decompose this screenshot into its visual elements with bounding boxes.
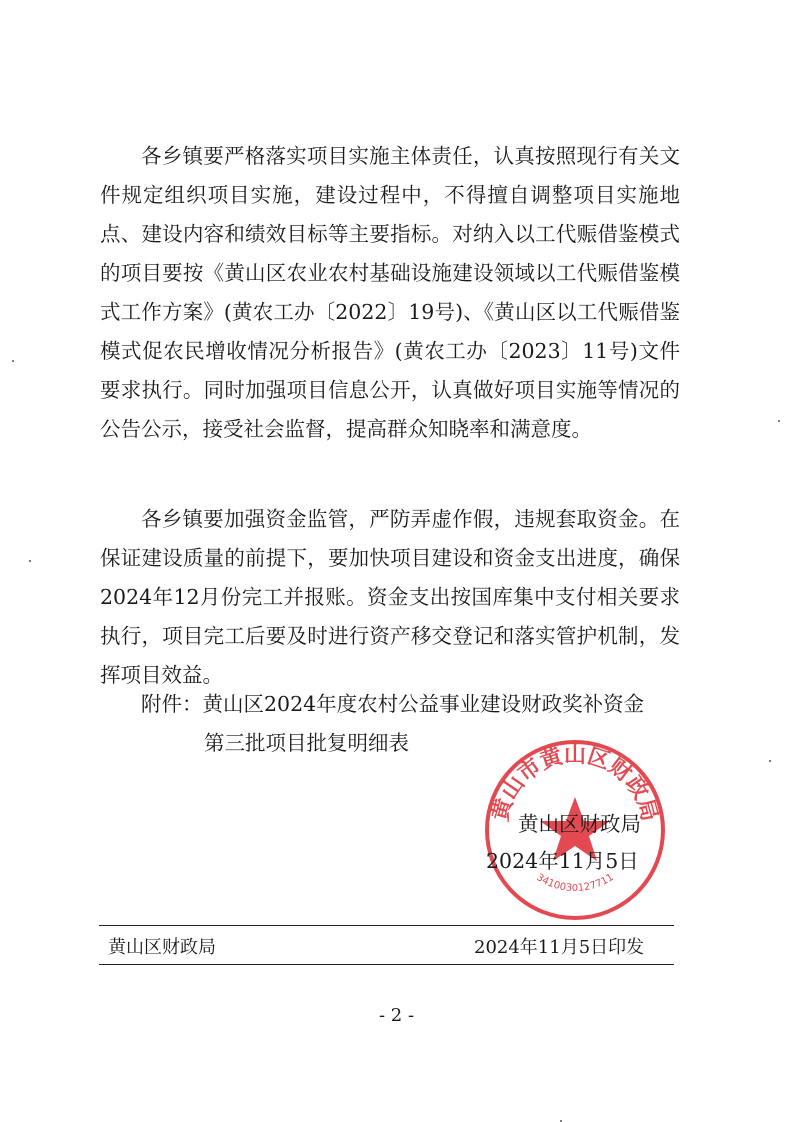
footer-issue-date: 2024年11月5日印发	[474, 937, 645, 958]
scan-speck	[29, 560, 31, 562]
page-number: - 2 -	[378, 1005, 415, 1026]
footer-top-rule	[99, 925, 674, 926]
signature-org: 黄山区财政局	[518, 812, 641, 836]
attachment-line-2: 第三批项目批复明细表	[204, 731, 409, 755]
body-paragraph-1: 各乡镇要严格落实项目实施主体责任，认真按照现行有关文件规定组织项目实施，建设过程中，不得擅自调整项目实施地点、建设内容和绩效目标等主要指标。对纳入以工代赈借鉴模式的项目要按《黄山区农业农村基础设施建设领域以工代赈借鉴模式工作方案》(黄农工办〔2022〕19号)、《黄山区以工代赈借鉴模式促农民增收情况分析报告》(黄农工办〔2023〕11号)文件要求执行。同时加强项目信息公开，认真做好项目实施等情况的公告公示，接受社会监督，提高群众知晓率和满意度。	[100, 144, 680, 441]
signature-date: 2024年11月5日	[486, 849, 639, 873]
scan-speck	[12, 360, 14, 362]
attachment-line-1: 附件：黄山区2024年度农村公益事业建设财政奖补资金	[141, 692, 645, 716]
footer-issuer: 黄山区财政局	[108, 937, 216, 958]
scan-speck	[769, 760, 771, 762]
scan-speck	[778, 420, 780, 422]
seal-top-text: 黄山市黄山区财政局	[487, 741, 663, 824]
body-paragraph-2: 各乡镇要加强资金监管，严防弄虚作假，违规套取资金。在保证建设质量的前提下，要加快项目建设和资金支出进度，确保2024年12月份完工并报账。资金支出按国库集中支付相关要求执行，项目完工后要及时进行资产移交登记和落实管护机制，发挥项目效益。	[100, 507, 680, 687]
footer-bottom-rule	[99, 964, 674, 965]
seal-code: 3410030127711	[534, 871, 616, 895]
